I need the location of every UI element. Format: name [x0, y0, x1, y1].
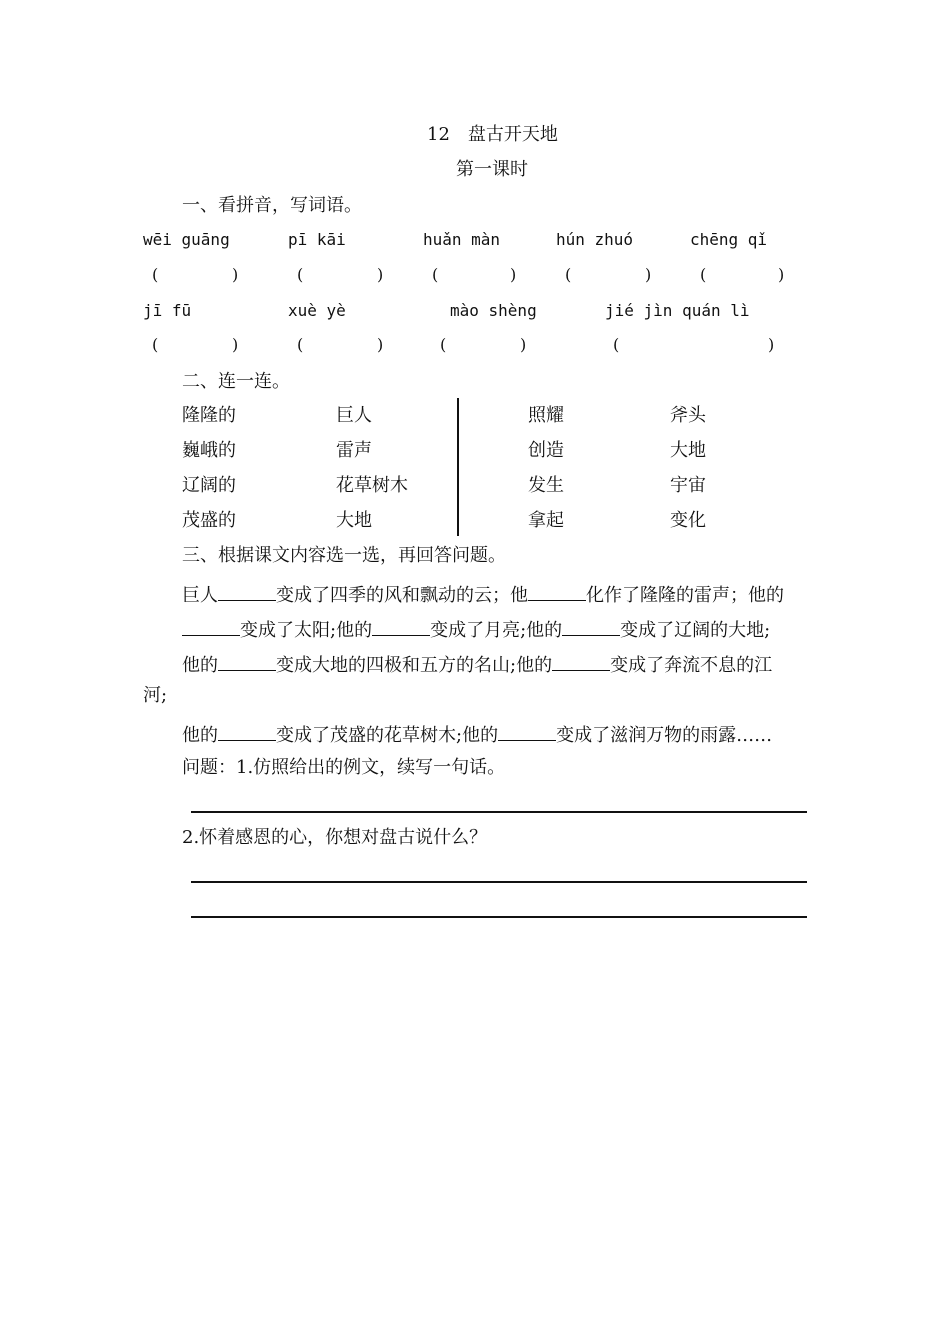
passage-line: 他的 变成大地的四极和五方的名山;他的 变成了奔流不息的江 [182, 652, 772, 675]
page-title: 12 盘古开天地 [427, 124, 558, 145]
fill-blank[interactable] [218, 652, 276, 671]
paren-close: ) [232, 265, 239, 284]
match-item: 花草树木 [336, 475, 408, 496]
paren-close: ) [768, 335, 775, 354]
match-item: 斧头 [670, 405, 706, 426]
pinyin-item: huǎn màn [423, 230, 501, 249]
match-item: 巍峨的 [182, 440, 236, 461]
pinyin-item: xuè yè [288, 301, 346, 320]
match-item: 照耀 [528, 405, 564, 426]
pinyin-item: wēi guāng [143, 230, 230, 249]
match-item: 雷声 [336, 440, 372, 461]
paren-open: ( [565, 265, 572, 284]
match-item: 创造 [528, 440, 564, 461]
pinyin-item: jié jìn quán lì [605, 301, 750, 320]
match-item: 发生 [528, 475, 564, 496]
match-item: 变化 [670, 510, 706, 531]
paren-open: ( [152, 335, 159, 354]
fill-blank[interactable] [218, 722, 276, 741]
pinyin-item: mào shèng [450, 301, 537, 320]
paren-close: ) [377, 265, 384, 284]
question-1: 问题：1.仿照给出的例文，续写一句话。 [182, 757, 506, 778]
fill-blank[interactable] [498, 722, 556, 741]
paren-close: ) [520, 335, 527, 354]
match-item: 辽阔的 [182, 475, 236, 496]
passage-line: 河; [143, 685, 168, 706]
pinyin-item: chēng qǐ [690, 230, 768, 249]
fill-blank[interactable] [182, 617, 240, 636]
match-item: 茂盛的 [182, 510, 236, 531]
match-item: 大地 [670, 440, 706, 461]
answer-line[interactable] [191, 881, 807, 883]
passage-line: 变成了太阳;他的 变成了月亮;他的 变成了辽阔的大地; [182, 617, 770, 640]
column-divider [457, 398, 459, 536]
pinyin-item: jī fū [143, 301, 192, 320]
paren-close: ) [232, 335, 239, 354]
paren-close: ) [377, 335, 384, 354]
section-3-heading: 三、根据课文内容选一选，再回答问题。 [182, 545, 506, 566]
fill-blank[interactable] [562, 617, 620, 636]
paren-close: ) [778, 265, 785, 284]
section-1-heading: 一、看拼音，写词语。 [182, 195, 362, 216]
match-item: 拿起 [528, 510, 564, 531]
fill-blank[interactable] [552, 652, 610, 671]
paren-open: ( [297, 335, 304, 354]
match-item: 宇宙 [670, 475, 706, 496]
paren-open: ( [440, 335, 447, 354]
match-item: 巨人 [336, 405, 372, 426]
paren-open: ( [432, 265, 439, 284]
paren-close: ) [645, 265, 652, 284]
paren-open: ( [297, 265, 304, 284]
fill-blank[interactable] [218, 582, 276, 601]
pinyin-item: pī kāi [288, 230, 346, 249]
paren-open: ( [152, 265, 159, 284]
paren-open: ( [700, 265, 707, 284]
paren-close: ) [510, 265, 517, 284]
passage-line: 他的 变成了茂盛的花草树木;他的 变成了滋润万物的雨露…… [182, 722, 772, 745]
paren-open: ( [613, 335, 620, 354]
match-item: 隆隆的 [182, 405, 236, 426]
match-item: 大地 [336, 510, 372, 531]
answer-line[interactable] [191, 916, 807, 918]
answer-line[interactable] [191, 811, 807, 813]
fill-blank[interactable] [372, 617, 430, 636]
pinyin-item: hún zhuó [556, 230, 634, 249]
fill-blank[interactable] [528, 582, 586, 601]
question-2: 2.怀着感恩的心，你想对盘古说什么？ [182, 827, 488, 848]
section-2-heading: 二、连一连。 [182, 371, 290, 392]
passage-line: 巨人 变成了四季的风和飘动的云；他 化作了隆隆的雷声；他的 [182, 582, 784, 605]
page-subtitle: 第一课时 [456, 159, 528, 180]
